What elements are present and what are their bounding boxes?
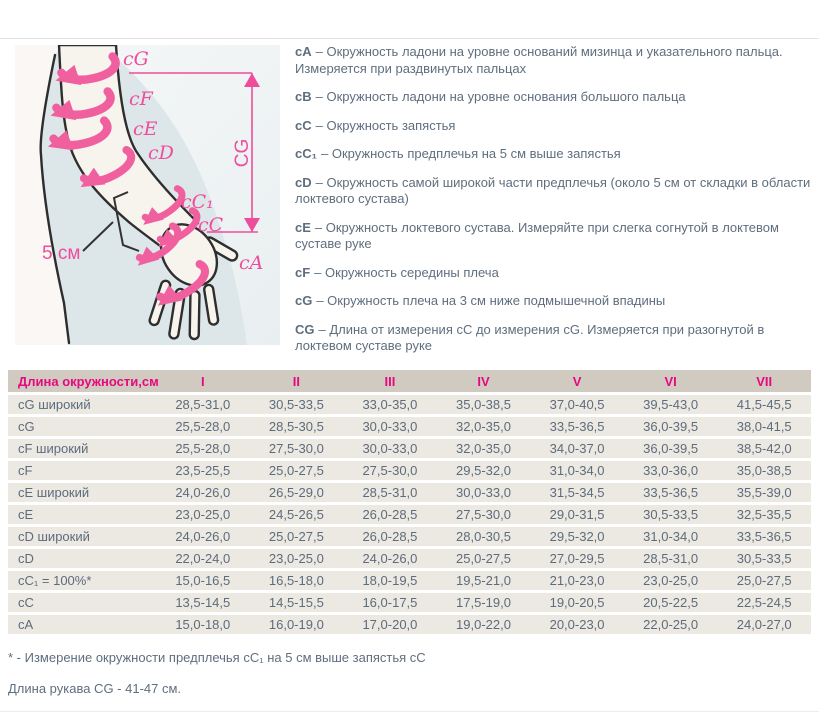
row-value: 19,0-22,0 — [456, 617, 511, 632]
size-column-header: IV — [477, 373, 490, 389]
row-value: 31,5-34,5 — [549, 485, 605, 500]
footnote-asterisk: * - Измерение окружности предплечья cC₁ на 5 см выше запястья cC — [8, 650, 426, 665]
measurement-item-CG — [295, 322, 815, 355]
row-value: 25,0-27,5 — [268, 463, 324, 478]
row-value: 28,5-31,0 — [175, 397, 231, 412]
row-value: 28,0-30,5 — [456, 529, 511, 544]
row-value: 33,5-36,5 — [736, 529, 792, 544]
row-value: 33,0-36,0 — [643, 463, 699, 478]
row-value: 24,0-26,0 — [362, 551, 418, 566]
table-row — [8, 505, 811, 524]
row-value: 16,5-18,0 — [268, 573, 324, 588]
measurement-desc: – Окружность запястья — [315, 117, 456, 133]
row-label: cC — [18, 595, 34, 610]
row-value: 35,0-38,5 — [456, 397, 511, 412]
table-row — [8, 571, 811, 590]
row-value: 25,0-27,5 — [456, 551, 511, 566]
row-label: cD широкий — [18, 529, 90, 544]
row-value: 15,0-18,0 — [175, 617, 231, 632]
diagram-label-cC: cC — [198, 214, 224, 236]
diagram-label-cF: cF — [129, 88, 153, 110]
table-row — [8, 461, 811, 480]
arm-diagram-svg — [15, 45, 280, 345]
measurement-term: cB — [295, 89, 312, 104]
row-value: 29,5-32,0 — [549, 529, 605, 544]
row-label: cA — [18, 617, 34, 632]
measurement-desc: – Длина от измерения cC до измерения cG. Измеряется при разогнутой в локтевом суставе руке — [295, 321, 765, 353]
diagram-label-cC1: cC₁ — [181, 191, 214, 213]
row-value: 30,0-33,0 — [456, 485, 511, 500]
diagram-label-cG: cG — [123, 48, 149, 70]
measurement-term: CG — [295, 321, 315, 337]
table-row — [8, 527, 811, 546]
row-value: 37,0-40,5 — [549, 397, 605, 412]
row-value: 38,0-41,5 — [736, 419, 792, 434]
row-label: cG — [18, 419, 35, 434]
measurement-desc: – Окружность предплечья на 5 см выше запястья — [321, 146, 621, 161]
measurement-term: cG — [295, 293, 313, 308]
row-value: 26,5-29,0 — [268, 485, 324, 500]
row-label: cF — [18, 463, 33, 478]
measurement-desc: – Окружность ладони на уровне оснований мизинца и указательного пальца. Измеряется при раздвинутых пальцах — [295, 44, 783, 76]
row-value: 18,0-19,5 — [362, 573, 418, 588]
row-value: 39,5-43,0 — [643, 397, 699, 412]
table-row — [8, 615, 811, 634]
row-value: 25,0-27,5 — [268, 529, 324, 544]
row-value: 24,0-27,0 — [736, 617, 792, 632]
table-header-row — [8, 370, 811, 392]
table-row — [8, 549, 811, 568]
row-value: 30,5-33,5 — [643, 507, 699, 522]
row-value: 17,5-19,0 — [456, 595, 511, 610]
row-value: 30,0-33,0 — [362, 441, 418, 456]
row-value: 14,5-15,5 — [268, 595, 324, 610]
row-value: 30,0-33,0 — [362, 419, 418, 434]
table-row — [8, 483, 811, 502]
row-value: 20,0-23,0 — [549, 617, 605, 632]
row-value: 25,0-27,5 — [736, 573, 792, 588]
row-value: 23,0-25,0 — [175, 507, 231, 522]
measurement-desc: – Окружность самой широкой части предплечья (около 5 см от складки в области локтевого сустава) — [295, 174, 811, 206]
size-column-header: VII — [756, 373, 773, 389]
row-value: 35,5-39,0 — [736, 485, 792, 500]
row-value: 16,0-17,5 — [362, 595, 418, 610]
row-value: 25,5-28,0 — [175, 441, 231, 456]
row-value: 26,0-28,5 — [362, 507, 418, 522]
row-value: 36,0-39,5 — [643, 419, 699, 434]
row-value: 24,0-26,0 — [175, 485, 231, 500]
row-value: 25,5-28,0 — [175, 419, 231, 434]
row-value: 33,5-36,5 — [643, 485, 699, 500]
footnotes — [8, 650, 426, 712]
bottom-divider — [0, 711, 819, 712]
measurement-item-cC1 — [295, 146, 815, 163]
size-column-header: I — [200, 373, 205, 389]
row-value: 22,0-25,0 — [643, 617, 699, 632]
measurement-term: cA — [295, 44, 312, 59]
measurement-term: cF — [295, 264, 311, 280]
row-label: cG широкий — [18, 397, 91, 412]
measurement-item-cB — [295, 89, 815, 106]
row-value: 28,5-31,0 — [643, 551, 699, 566]
row-value: 26,0-28,5 — [362, 529, 418, 544]
measurement-term: cE — [295, 219, 311, 235]
five-cm-label: 5 см — [42, 243, 81, 264]
row-value: 32,0-35,0 — [456, 419, 511, 434]
row-value: 17,0-20,0 — [362, 617, 418, 632]
footnote-sleeve-length: Длина рукава CG - 41-47 см. — [8, 681, 182, 696]
cg-length-label: CG — [232, 138, 253, 168]
measurement-term: cC₁ — [295, 146, 317, 161]
row-value: 41,5-45,5 — [736, 397, 792, 412]
measurement-desc: – Окружность локтевого сустава. Измеряйте при слегка согнутой в локтевом суставе руке — [295, 219, 779, 251]
diagram-label-cE: cE — [133, 118, 158, 140]
measurement-item-cC — [295, 118, 815, 135]
row-value: 21,0-23,0 — [549, 573, 605, 588]
row-value: 23,5-25,5 — [175, 463, 231, 478]
row-value: 24,5-26,5 — [268, 507, 324, 522]
size-column-header: V — [572, 373, 582, 389]
diagram-label-cD: cD — [148, 142, 174, 164]
measurement-descriptions — [295, 44, 815, 367]
size-table — [8, 370, 811, 637]
row-value: 29,0-31,5 — [549, 507, 605, 522]
measurement-item-cA — [295, 44, 815, 77]
row-label: cC₁ = 100%* — [18, 573, 92, 588]
row-value: 33,5-36,5 — [549, 419, 605, 434]
row-value: 30,5-33,5 — [268, 397, 324, 412]
row-value: 23,0-25,0 — [643, 573, 699, 588]
table-row — [8, 395, 811, 414]
arm-measurement-diagram — [15, 45, 280, 345]
row-label: cF широкий — [18, 441, 89, 456]
measurement-desc: – Окружность плеча на 3 см ниже подмышечной впадины — [316, 293, 666, 308]
row-value: 28,5-30,5 — [268, 419, 324, 434]
row-label: cE широкий — [18, 485, 90, 500]
row-value: 22,0-24,0 — [175, 551, 231, 566]
size-column-header: II — [292, 373, 300, 389]
row-label: cD — [18, 551, 34, 566]
row-value: 27,0-29,5 — [549, 551, 605, 566]
row-value: 38,5-42,0 — [736, 441, 792, 456]
row-value: 32,5-35,5 — [736, 507, 792, 522]
row-value: 34,0-37,0 — [549, 441, 605, 456]
row-value: 28,5-31,0 — [362, 485, 418, 500]
row-value: 19,0-20,5 — [549, 595, 605, 610]
measurement-term: cD — [295, 174, 312, 190]
row-value: 15,0-16,5 — [175, 573, 231, 588]
row-value: 36,0-39,5 — [643, 441, 699, 456]
row-value: 23,0-25,0 — [268, 551, 324, 566]
row-value: 27,5-30,0 — [268, 441, 324, 456]
row-value: 16,0-19,0 — [268, 617, 324, 632]
measurement-item-cE — [295, 220, 815, 253]
top-divider — [0, 38, 819, 39]
size-column-header: III — [384, 373, 396, 389]
row-value: 32,0-35,0 — [456, 441, 511, 456]
diagram-label-cA: cA — [239, 252, 264, 274]
table-header-label: Длина окружности,см — [18, 373, 159, 389]
measurement-item-cF — [295, 265, 815, 282]
row-value: 20,5-22,5 — [643, 595, 699, 610]
measurement-item-cG — [295, 293, 815, 310]
size-column-header: VI — [664, 373, 677, 389]
row-value: 13,5-14,5 — [175, 595, 231, 610]
table-row — [8, 417, 811, 436]
table-row — [8, 593, 811, 612]
measurement-item-cD — [295, 175, 815, 208]
row-value: 30,5-33,5 — [736, 551, 792, 566]
measurement-term: cC — [295, 117, 312, 133]
row-value: 27,5-30,0 — [456, 507, 511, 522]
row-value: 22,5-24,5 — [736, 595, 792, 610]
measurement-desc: – Окружность ладони на уровне основания большого пальца — [315, 89, 686, 104]
row-value: 19,5-21,0 — [456, 573, 511, 588]
table-row — [8, 439, 811, 458]
row-value: 24,0-26,0 — [175, 529, 231, 544]
row-value: 35,0-38,5 — [736, 463, 792, 478]
row-value: 29,5-32,0 — [456, 463, 511, 478]
row-value: 31,0-34,0 — [643, 529, 699, 544]
row-value: 31,0-34,0 — [549, 463, 605, 478]
measurement-desc: – Окружность середины плеча — [314, 264, 499, 280]
row-value: 27,5-30,0 — [362, 463, 418, 478]
row-label: cE — [18, 507, 34, 522]
row-value: 33,0-35,0 — [362, 397, 418, 412]
